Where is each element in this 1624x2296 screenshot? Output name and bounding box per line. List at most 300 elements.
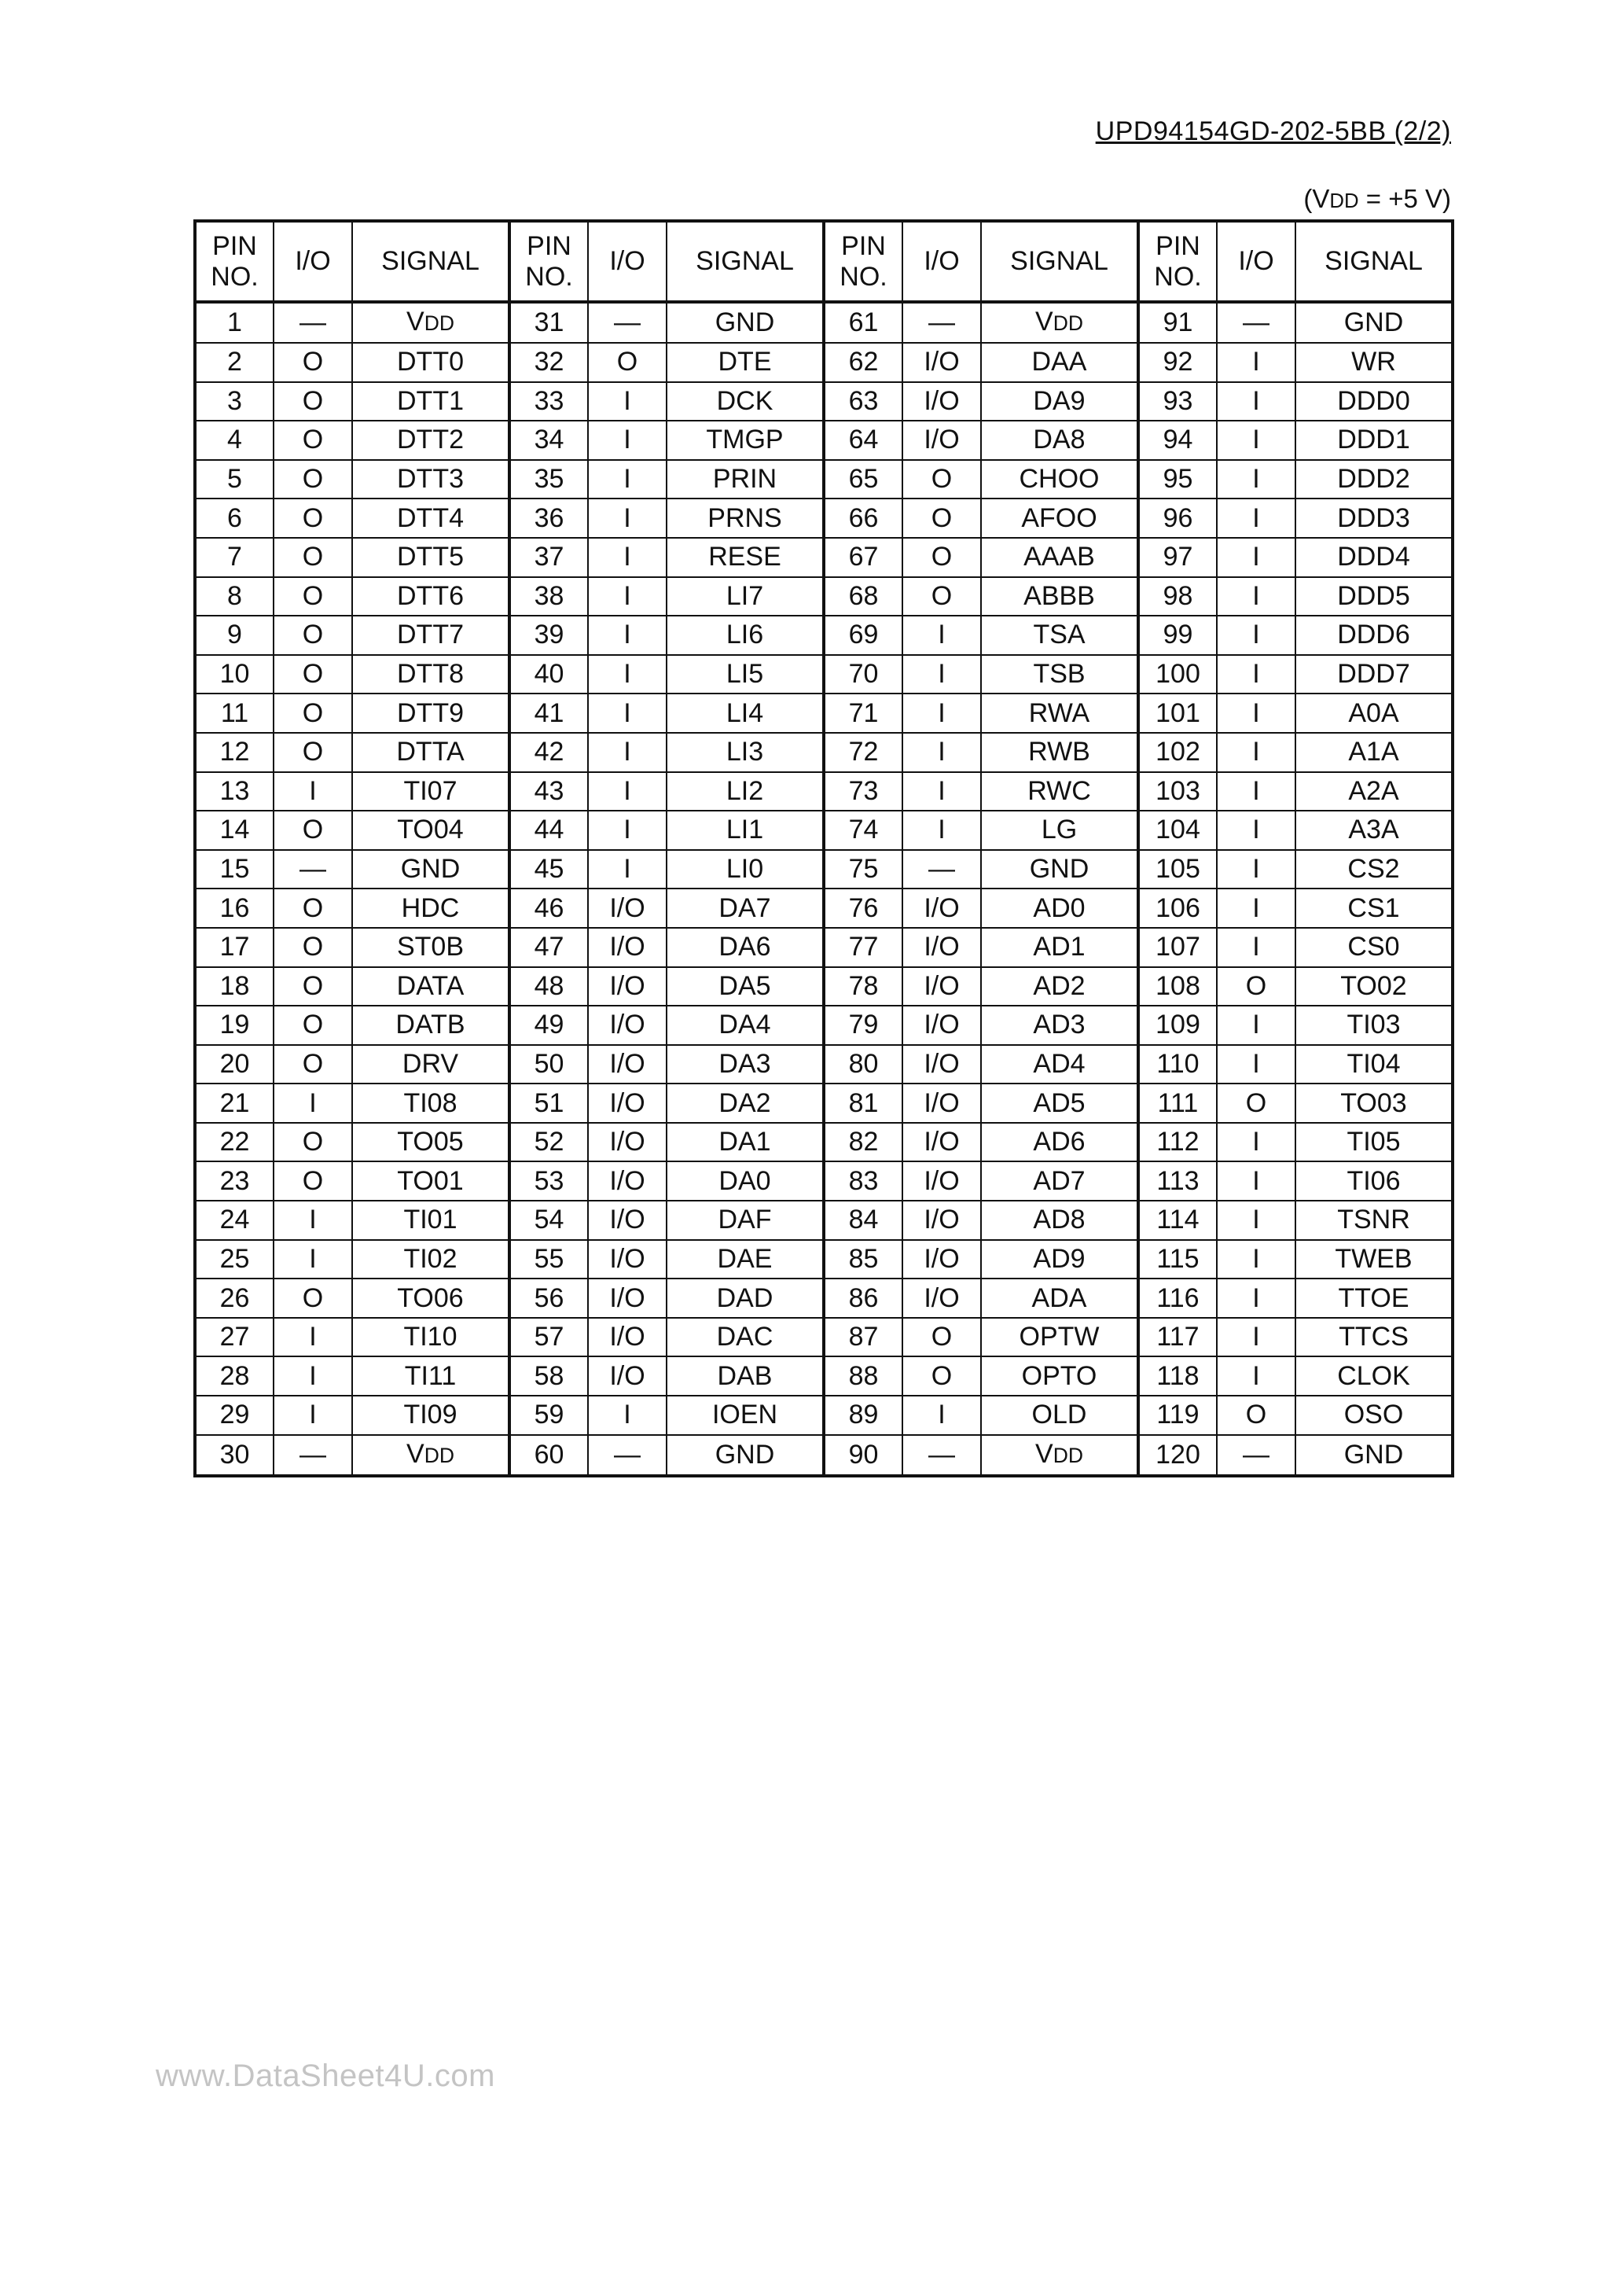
io-cell: I/O: [902, 889, 981, 928]
io-cell: I/O: [902, 1201, 981, 1240]
io-cell: O: [902, 577, 981, 616]
pin-number-cell: 28: [195, 1356, 274, 1396]
signal-cell: LI2: [667, 772, 824, 811]
io-cell: I: [1217, 538, 1295, 577]
io-cell: I: [902, 811, 981, 850]
pin-number-cell: 69: [824, 616, 902, 655]
table-row: [195, 499, 1453, 538]
io-cell: I/O: [902, 967, 981, 1006]
pin-number-cell: 12: [195, 733, 274, 772]
pin-number-cell: 83: [824, 1161, 902, 1201]
signal-cell: DTT1: [352, 382, 509, 421]
signal-cell: A0A: [1295, 694, 1453, 733]
header-pin-no: PIN NO.: [509, 221, 588, 302]
pin-number-cell: 92: [1138, 343, 1217, 382]
signal-cell: DTTA: [352, 733, 509, 772]
pin-number-cell: 102: [1138, 733, 1217, 772]
pin-number-cell: 87: [824, 1318, 902, 1357]
signal-cell: TI08: [352, 1084, 509, 1123]
table-row: [195, 811, 1453, 850]
io-cell: I: [1217, 1045, 1295, 1084]
signal-cell: AD1: [981, 928, 1138, 967]
io-cell: O: [274, 538, 352, 577]
signal-cell: DTE: [667, 343, 824, 382]
io-cell: I: [588, 811, 667, 850]
pin-number-cell: 115: [1138, 1240, 1217, 1279]
signal-cell: GND: [981, 850, 1138, 889]
signal-cell: CLOK: [1295, 1356, 1453, 1396]
io-cell: O: [1217, 1084, 1295, 1123]
table-row: [195, 1356, 1453, 1396]
pin-number-cell: 71: [824, 694, 902, 733]
pin-number-cell: 67: [824, 538, 902, 577]
signal-cell: GND: [352, 850, 509, 889]
signal-cell: DA7: [667, 889, 824, 928]
watermark: www.DataSheet4U.com: [156, 2059, 495, 2093]
signal-cell: DA9: [981, 382, 1138, 421]
table-row: [195, 1240, 1453, 1279]
signal-cell: WR: [1295, 343, 1453, 382]
signal-cell: DATA: [352, 967, 509, 1006]
io-cell: I: [588, 616, 667, 655]
io-cell: I: [902, 1396, 981, 1435]
io-cell: —: [274, 1435, 352, 1476]
signal-cell: TI09: [352, 1396, 509, 1435]
pin-number-cell: 111: [1138, 1084, 1217, 1123]
signal-cell: CS2: [1295, 850, 1453, 889]
table-row: [195, 1279, 1453, 1318]
signal-cell: LI4: [667, 694, 824, 733]
io-cell: I/O: [588, 1084, 667, 1123]
io-cell: I: [588, 382, 667, 421]
io-cell: I: [274, 1318, 352, 1357]
signal-cell: DDD6: [1295, 616, 1453, 655]
signal-cell: TO05: [352, 1123, 509, 1162]
table-row: [195, 1435, 1453, 1476]
io-cell: I/O: [588, 1279, 667, 1318]
pin-number-cell: 63: [824, 382, 902, 421]
io-cell: —: [274, 850, 352, 889]
signal-cell: DAB: [667, 1356, 824, 1396]
io-cell: I: [274, 772, 352, 811]
io-cell: I/O: [588, 1201, 667, 1240]
signal-cell: DAA: [981, 343, 1138, 382]
signal-cell: LI1: [667, 811, 824, 850]
pin-number-cell: 13: [195, 772, 274, 811]
pin-number-cell: 104: [1138, 811, 1217, 850]
table-row: [195, 538, 1453, 577]
pin-number-cell: 18: [195, 967, 274, 1006]
pin-number-cell: 105: [1138, 850, 1217, 889]
pin-number-cell: 11: [195, 694, 274, 733]
signal-cell: DTT6: [352, 577, 509, 616]
header-pin-no: PIN NO.: [195, 221, 274, 302]
header-io: I/O: [588, 221, 667, 302]
signal-cell: A2A: [1295, 772, 1453, 811]
io-cell: I: [902, 616, 981, 655]
pin-number-cell: 98: [1138, 577, 1217, 616]
signal-cell: TO06: [352, 1279, 509, 1318]
io-cell: I/O: [902, 343, 981, 382]
signal-cell: DAF: [667, 1201, 824, 1240]
signal-cell: AD2: [981, 967, 1138, 1006]
pin-number-cell: 117: [1138, 1318, 1217, 1357]
pin-number-cell: 52: [509, 1123, 588, 1162]
table-row: [195, 928, 1453, 967]
signal-cell: DDD0: [1295, 382, 1453, 421]
signal-cell: DTT5: [352, 538, 509, 577]
io-cell: I: [588, 850, 667, 889]
signal-cell: DRV: [352, 1045, 509, 1084]
pin-number-cell: 46: [509, 889, 588, 928]
pin-number-cell: 43: [509, 772, 588, 811]
table-row: [195, 1123, 1453, 1162]
pin-number-cell: 62: [824, 343, 902, 382]
pin-number-cell: 107: [1138, 928, 1217, 967]
pin-number-cell: 80: [824, 1045, 902, 1084]
io-cell: I: [588, 694, 667, 733]
pin-number-cell: 17: [195, 928, 274, 967]
signal-cell: GND: [1295, 1435, 1453, 1476]
table-row: [195, 889, 1453, 928]
io-cell: I: [902, 655, 981, 694]
io-cell: O: [902, 499, 981, 538]
pin-number-cell: 68: [824, 577, 902, 616]
io-cell: I/O: [902, 1161, 981, 1201]
pin-number-cell: 57: [509, 1318, 588, 1357]
io-cell: I: [1217, 928, 1295, 967]
io-cell: I: [1217, 421, 1295, 460]
supply-suffix: = +5 V): [1358, 184, 1451, 213]
signal-cell: RWA: [981, 694, 1138, 733]
io-cell: I/O: [902, 1084, 981, 1123]
signal-cell: TWEB: [1295, 1240, 1453, 1279]
pin-number-cell: 99: [1138, 616, 1217, 655]
pin-number-cell: 34: [509, 421, 588, 460]
table-row: [195, 382, 1453, 421]
io-cell: I: [1217, 343, 1295, 382]
pin-number-cell: 94: [1138, 421, 1217, 460]
io-cell: O: [274, 1006, 352, 1045]
pin-number-cell: 9: [195, 616, 274, 655]
io-cell: —: [902, 1435, 981, 1476]
pin-number-cell: 31: [509, 302, 588, 343]
table-row: [195, 421, 1453, 460]
io-cell: O: [274, 694, 352, 733]
signal-cell: DA5: [667, 967, 824, 1006]
signal-cell: TI04: [1295, 1045, 1453, 1084]
pin-number-cell: 56: [509, 1279, 588, 1318]
pin-number-cell: 95: [1138, 460, 1217, 499]
signal-cell: TTOE: [1295, 1279, 1453, 1318]
pin-number-cell: 88: [824, 1356, 902, 1396]
signal-cell: TTCS: [1295, 1318, 1453, 1357]
signal-cell: DA4: [667, 1006, 824, 1045]
io-cell: I: [1217, 811, 1295, 850]
signal-cell: A1A: [1295, 733, 1453, 772]
pin-number-cell: 6: [195, 499, 274, 538]
signal-cell: CHOO: [981, 460, 1138, 499]
signal-cell: AD4: [981, 1045, 1138, 1084]
pin-number-cell: 73: [824, 772, 902, 811]
signal-cell: TI02: [352, 1240, 509, 1279]
pin-number-cell: 61: [824, 302, 902, 343]
io-cell: I: [1217, 772, 1295, 811]
signal-cell: DAC: [667, 1318, 824, 1357]
signal-cell: GND: [667, 1435, 824, 1476]
io-cell: O: [902, 1318, 981, 1357]
io-cell: I: [1217, 1123, 1295, 1162]
signal-cell: VDD: [352, 1435, 509, 1476]
pin-number-cell: 70: [824, 655, 902, 694]
io-cell: O: [274, 421, 352, 460]
io-cell: I: [1217, 733, 1295, 772]
signal-cell: DDD2: [1295, 460, 1453, 499]
pin-number-cell: 35: [509, 460, 588, 499]
header-io: I/O: [274, 221, 352, 302]
io-cell: O: [1217, 967, 1295, 1006]
table-body: [195, 302, 1453, 1476]
io-cell: O: [274, 1279, 352, 1318]
signal-cell: DCK: [667, 382, 824, 421]
io-cell: O: [274, 889, 352, 928]
pin-number-cell: 100: [1138, 655, 1217, 694]
pin-number-cell: 30: [195, 1435, 274, 1476]
header-io: I/O: [902, 221, 981, 302]
pin-number-cell: 75: [824, 850, 902, 889]
io-cell: O: [274, 1123, 352, 1162]
pin-number-cell: 110: [1138, 1045, 1217, 1084]
table-row: [195, 967, 1453, 1006]
signal-cell: DDD4: [1295, 538, 1453, 577]
pin-number-cell: 113: [1138, 1161, 1217, 1201]
signal-cell: DDD1: [1295, 421, 1453, 460]
signal-cell: DTT8: [352, 655, 509, 694]
table-row: [195, 655, 1453, 694]
io-cell: I: [1217, 577, 1295, 616]
pin-number-cell: 10: [195, 655, 274, 694]
io-cell: —: [1217, 1435, 1295, 1476]
table-row: [195, 302, 1453, 343]
signal-cell: AD6: [981, 1123, 1138, 1162]
io-cell: I: [1217, 382, 1295, 421]
pin-number-cell: 40: [509, 655, 588, 694]
signal-cell: IOEN: [667, 1396, 824, 1435]
pin-number-cell: 112: [1138, 1123, 1217, 1162]
signal-cell: OPTW: [981, 1318, 1138, 1357]
io-cell: O: [274, 460, 352, 499]
io-cell: I: [1217, 1201, 1295, 1240]
io-cell: O: [588, 343, 667, 382]
pin-number-cell: 85: [824, 1240, 902, 1279]
signal-cell: DAE: [667, 1240, 824, 1279]
pin-number-cell: 4: [195, 421, 274, 460]
io-cell: I: [1217, 499, 1295, 538]
header-signal: SIGNAL: [981, 221, 1138, 302]
pin-number-cell: 51: [509, 1084, 588, 1123]
signal-cell: DDD7: [1295, 655, 1453, 694]
table-row: [195, 733, 1453, 772]
io-cell: I: [902, 772, 981, 811]
signal-cell: TO01: [352, 1161, 509, 1201]
io-cell: I/O: [588, 1006, 667, 1045]
signal-cell: TSNR: [1295, 1201, 1453, 1240]
table-row: [195, 1201, 1453, 1240]
signal-cell: LI7: [667, 577, 824, 616]
document-reference: UPD94154GD-202-5BB (2/2): [1095, 116, 1451, 146]
io-cell: I: [1217, 694, 1295, 733]
header-pin-no: PIN NO.: [1138, 221, 1217, 302]
io-cell: I/O: [902, 1006, 981, 1045]
signal-cell: TI03: [1295, 1006, 1453, 1045]
io-cell: O: [274, 1161, 352, 1201]
table-row: [195, 616, 1453, 655]
io-cell: I: [274, 1084, 352, 1123]
io-cell: O: [274, 616, 352, 655]
signal-cell: LI6: [667, 616, 824, 655]
io-cell: I: [1217, 1356, 1295, 1396]
pin-number-cell: 79: [824, 1006, 902, 1045]
signal-cell: GND: [1295, 302, 1453, 343]
signal-cell: LI0: [667, 850, 824, 889]
io-cell: I/O: [902, 1045, 981, 1084]
pin-number-cell: 76: [824, 889, 902, 928]
signal-cell: PRNS: [667, 499, 824, 538]
io-cell: I: [274, 1356, 352, 1396]
pin-number-cell: 77: [824, 928, 902, 967]
signal-cell: RWB: [981, 733, 1138, 772]
pin-number-cell: 2: [195, 343, 274, 382]
signal-cell: AD0: [981, 889, 1138, 928]
signal-cell: AAAB: [981, 538, 1138, 577]
table-row: [195, 1161, 1453, 1201]
header-pin-no: PIN NO.: [824, 221, 902, 302]
table-row: [195, 850, 1453, 889]
pin-number-cell: 7: [195, 538, 274, 577]
pin-number-cell: 78: [824, 967, 902, 1006]
pin-number-cell: 53: [509, 1161, 588, 1201]
io-cell: I/O: [588, 889, 667, 928]
pin-number-cell: 21: [195, 1084, 274, 1123]
pin-number-cell: 24: [195, 1201, 274, 1240]
io-cell: O: [1217, 1396, 1295, 1435]
pin-number-cell: 33: [509, 382, 588, 421]
pin-number-cell: 119: [1138, 1396, 1217, 1435]
pin-number-cell: 25: [195, 1240, 274, 1279]
pin-number-cell: 59: [509, 1396, 588, 1435]
pin-number-cell: 42: [509, 733, 588, 772]
io-cell: I: [588, 577, 667, 616]
io-cell: I: [1217, 1279, 1295, 1318]
table-row: [195, 343, 1453, 382]
io-cell: I: [274, 1240, 352, 1279]
pin-number-cell: 65: [824, 460, 902, 499]
pin-number-cell: 81: [824, 1084, 902, 1123]
io-cell: I: [1217, 850, 1295, 889]
pin-number-cell: 39: [509, 616, 588, 655]
pin-number-cell: 118: [1138, 1356, 1217, 1396]
pin-number-cell: 91: [1138, 302, 1217, 343]
signal-cell: TO04: [352, 811, 509, 850]
pin-number-cell: 29: [195, 1396, 274, 1435]
signal-cell: TI07: [352, 772, 509, 811]
io-cell: O: [274, 928, 352, 967]
io-cell: I/O: [588, 967, 667, 1006]
table-row: [195, 1084, 1453, 1123]
io-cell: I/O: [588, 1318, 667, 1357]
io-cell: I: [588, 772, 667, 811]
signal-cell: DTT3: [352, 460, 509, 499]
pin-number-cell: 22: [195, 1123, 274, 1162]
pin-number-cell: 5: [195, 460, 274, 499]
pin-number-cell: 90: [824, 1435, 902, 1476]
table-row: [195, 1396, 1453, 1435]
pin-number-cell: 44: [509, 811, 588, 850]
signal-cell: DA8: [981, 421, 1138, 460]
io-cell: —: [902, 302, 981, 343]
io-cell: O: [274, 811, 352, 850]
signal-cell: OSO: [1295, 1396, 1453, 1435]
signal-cell: A3A: [1295, 811, 1453, 850]
signal-cell: DTT9: [352, 694, 509, 733]
pin-number-cell: 8: [195, 577, 274, 616]
pin-number-cell: 82: [824, 1123, 902, 1162]
io-cell: I/O: [588, 1161, 667, 1201]
signal-cell: VDD: [352, 302, 509, 343]
signal-cell: TMGP: [667, 421, 824, 460]
signal-cell: CS0: [1295, 928, 1453, 967]
io-cell: I/O: [588, 928, 667, 967]
pin-number-cell: 120: [1138, 1435, 1217, 1476]
signal-cell: VDD: [981, 302, 1138, 343]
signal-cell: DTT2: [352, 421, 509, 460]
io-cell: I: [274, 1396, 352, 1435]
io-cell: O: [274, 1045, 352, 1084]
io-cell: O: [274, 499, 352, 538]
table-header-row: [195, 221, 1453, 302]
io-cell: O: [902, 1356, 981, 1396]
table-row: [195, 694, 1453, 733]
signal-cell: AFOO: [981, 499, 1138, 538]
io-cell: O: [274, 343, 352, 382]
io-cell: O: [274, 967, 352, 1006]
io-cell: I/O: [588, 1240, 667, 1279]
table-row: [195, 1318, 1453, 1357]
io-cell: —: [588, 302, 667, 343]
pin-number-cell: 55: [509, 1240, 588, 1279]
signal-cell: AD9: [981, 1240, 1138, 1279]
pin-number-cell: 26: [195, 1279, 274, 1318]
pin-number-cell: 20: [195, 1045, 274, 1084]
pin-number-cell: 47: [509, 928, 588, 967]
signal-cell: TI11: [352, 1356, 509, 1396]
io-cell: I: [902, 733, 981, 772]
pin-number-cell: 101: [1138, 694, 1217, 733]
signal-cell: TO02: [1295, 967, 1453, 1006]
signal-cell: RWC: [981, 772, 1138, 811]
io-cell: I/O: [902, 1123, 981, 1162]
pin-number-cell: 41: [509, 694, 588, 733]
signal-cell: ADA: [981, 1279, 1138, 1318]
io-cell: I: [1217, 616, 1295, 655]
io-cell: I/O: [588, 1045, 667, 1084]
io-cell: I/O: [588, 1123, 667, 1162]
io-cell: I: [588, 538, 667, 577]
pin-number-cell: 108: [1138, 967, 1217, 1006]
io-cell: I: [1217, 460, 1295, 499]
pin-number-cell: 72: [824, 733, 902, 772]
signal-cell: AD3: [981, 1006, 1138, 1045]
